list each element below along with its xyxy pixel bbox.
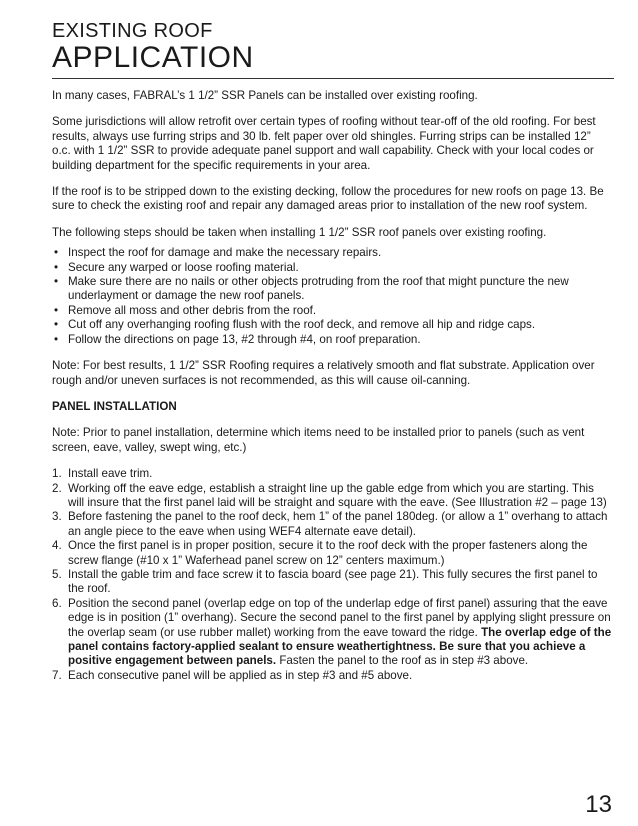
step-number: 5.	[52, 567, 62, 581]
step-text: Position the second panel (overlap edge on top of the underlap edge of first panel) assuring that the eave edge is in position (1” overhang). Secure the second panel to the first panel by applying slight pressure on the overlap seam (or use rubber mallet) working from the eave toward the ridge.	[68, 596, 611, 639]
list-item: • Follow the directions on page 13, #2 through #4, on roof preparation.	[52, 333, 612, 347]
step-text: Install eave trim.	[68, 467, 153, 481]
list-item: • Remove all moss and other debris from the roof.	[52, 304, 612, 318]
list-item: • Inspect the roof for damage and make the necessary repairs.	[52, 246, 612, 260]
steps-lead-paragraph: The following steps should be taken when installing 1 1/2” SSR roof panels over existing roofing.	[52, 225, 547, 239]
step-item	[52, 482, 612, 511]
list-item: • Make sure there are no nails or other objects protruding from the roof that might puncture the new underlayment or damage the new roof panels.	[52, 275, 612, 304]
step-item	[52, 597, 612, 669]
title-rule	[52, 78, 614, 79]
step-item	[52, 467, 612, 481]
installation-steps	[52, 467, 612, 683]
list-item: • Secure any warped or loose roofing material.	[52, 261, 612, 275]
list-item: • Cut off any overhanging roofing flush with the roof deck, and remove all hip and ridge caps.	[52, 318, 612, 332]
step-number: 7.	[52, 668, 62, 682]
preparation-list	[52, 246, 612, 347]
step-text: Each consecutive panel will be applied as in step #3 and #5 above.	[68, 668, 413, 682]
page-content	[52, 20, 612, 683]
section-kicker: EXISTING ROOF	[52, 20, 213, 42]
step-text: Working off the eave edge, establish a straight line up the gable edge from which you are starting. This will insure that the first panel laid will be straight and square with the eave. (See Illustration #2 – page 13)	[68, 481, 607, 509]
step-text: Fasten the panel to the roof as in step #3 above.	[276, 654, 529, 668]
step-number: 2.	[52, 481, 62, 495]
panel-note: Note: Prior to panel installation, determine which items need to be installed prior to panels (such as vent screen, eave, valley, swept wing, etc.)	[52, 426, 585, 454]
retrofit-paragraph: Some jurisdictions will allow retrofit over certain types of roofing without tear-off of the old roofing. For best results, always use furring strips and 30 lb. felt paper over old shingles. Furring strips can be installed 12” o.c. with 1 1/2” SSR to provide adequate panel support and wall capability. Check with your local codes or building department for the specific requirements in your area.	[52, 115, 596, 172]
step-item	[52, 510, 612, 539]
step-item	[52, 568, 612, 597]
step-text: Install the gable trim and face screw it to fascia board (see page 21). This fully secures the first panel to the roof.	[68, 567, 598, 596]
step-number: 1.	[52, 467, 62, 481]
panel-installation-heading: PANEL INSTALLATION	[52, 399, 177, 413]
step-number: 3.	[52, 510, 62, 524]
page-title: APPLICATION	[52, 41, 254, 74]
step-number: 6.	[52, 596, 62, 610]
page-number: 13	[585, 791, 612, 818]
step-item	[52, 669, 612, 683]
step-text: Before fastening the panel to the roof deck, hem 1” of the panel 180deg. (or allow a 1” overhang to attach an angle piece to the eave when using WEF4 alternate eave detail).	[68, 510, 608, 538]
stripped-paragraph: If the roof is to be stripped down to the existing decking, follow the procedures for new roofs on page 13. Be sure to check the existing roof and repair any damaged areas prior to installation of the new roof system.	[52, 185, 604, 213]
step-item	[52, 539, 612, 568]
step-number: 4.	[52, 539, 62, 553]
step-text: Once the first panel is in proper position, secure it to the roof deck with the proper fasteners along the screw flange (#10 x 1” Waferhead panel screw on 12” centers maximum.)	[68, 539, 588, 567]
intro-paragraph: In many cases, FABRAL’s 1 1/2” SSR Panels can be installed over existing roofing.	[52, 89, 478, 102]
step-emphasis: The overlap edge of the panel contains factory-applied sealant to ensure weathertightness. Be sure that you achieve a positive engagement between panels.	[68, 625, 612, 668]
substrate-note: Note: For best results, 1 1/2” SSR Roofing requires a relatively smooth and flat substrate. Application over rough and/or uneven surfaces is not recommended, as this will cause oil-canning.	[52, 359, 595, 387]
